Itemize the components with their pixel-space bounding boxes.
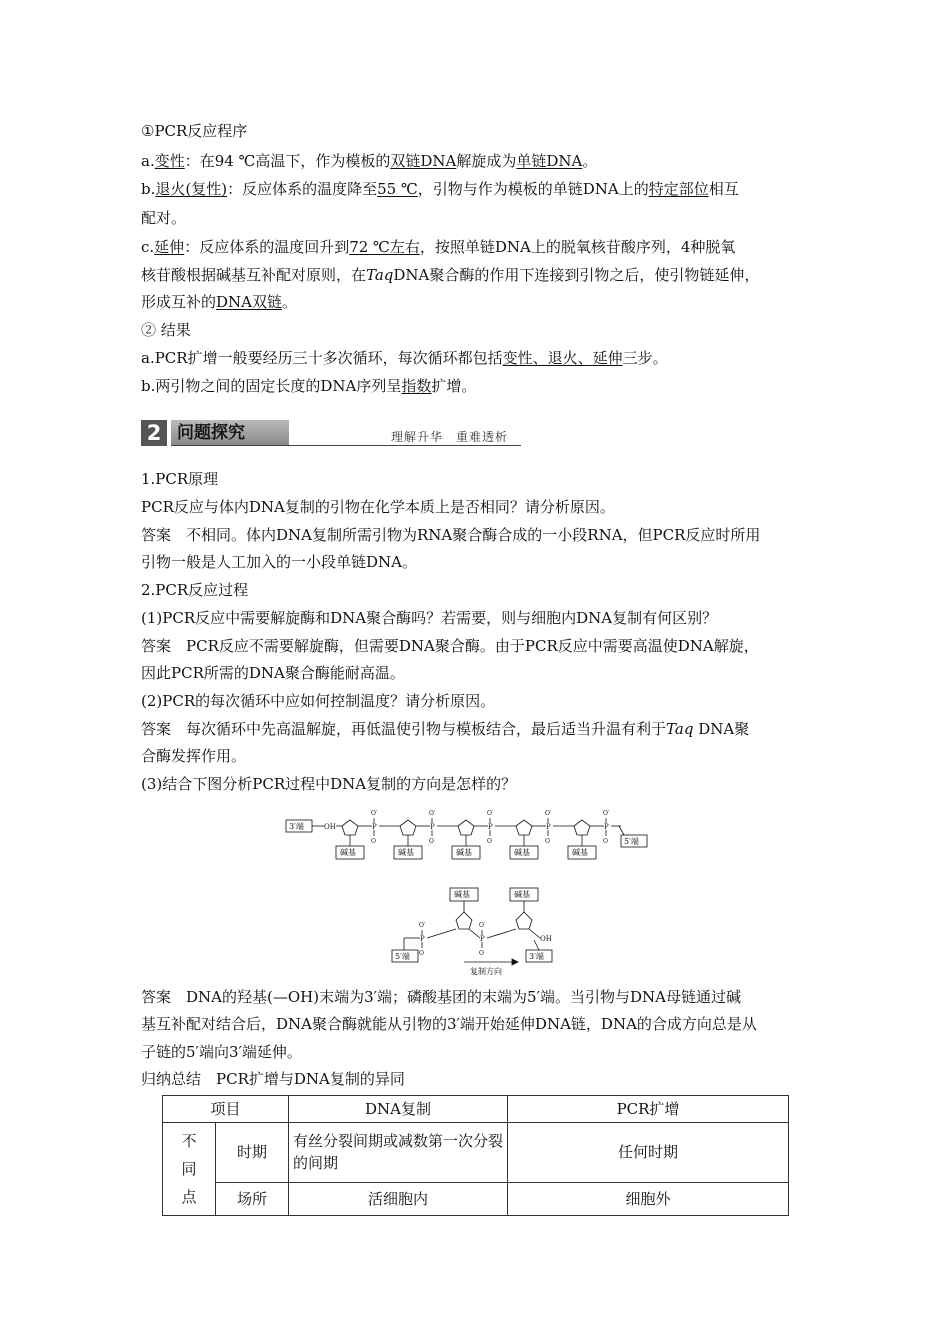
bottom-right-end-label: 3′端: [529, 952, 544, 961]
svg-text:P: P: [488, 823, 493, 831]
svg-text:O: O: [419, 950, 424, 957]
base-label: 碱基: [398, 848, 414, 857]
svg-text:O: O: [371, 838, 376, 845]
bottom-left-end-label: 5′端: [395, 952, 410, 961]
q2-sub1-question: (1)PCR反应中需要解旋酶和DNA聚合酶吗？若需要，则与细胞内DNA复制有何区别？: [141, 609, 718, 627]
svg-text:OH: OH: [324, 823, 336, 831]
svg-text:O: O: [479, 950, 484, 957]
table-header-cell: 项目: [163, 1096, 289, 1123]
svg-text:P: P: [420, 935, 425, 943]
base-label: 碱基: [572, 848, 588, 857]
step-c-extension: c.延伸：反应体系的温度回升到72 ℃左右，按照单链DNA上的脱氧核苷酸序列，4种脱氧: [141, 238, 736, 256]
banner-number: 2: [141, 420, 167, 446]
svg-text:P: P: [372, 823, 377, 831]
base-label: 碱基: [454, 890, 470, 899]
q2-sub2-answer-line2: 合酶发挥作用。: [141, 747, 247, 765]
step-b-annealing: b.退火(复性)：反应体系的温度降至55 ℃，引物与作为模板的单链DNA上的特定部位相互: [141, 180, 739, 198]
svg-text:O′: O′: [487, 810, 494, 817]
table-cell: 场所: [216, 1182, 289, 1215]
svg-text:P: P: [430, 823, 435, 831]
result-b: b.两引物之间的固定长度的DNA序列呈指数扩增。: [141, 377, 477, 395]
base-label: 碱基: [514, 890, 530, 899]
svg-text:O: O: [429, 838, 434, 845]
table-group-cell: 不同点: [163, 1123, 216, 1216]
q2-sub3-answer-line1: 答案 DNA的羟基(—OH)末端为3′端；磷酸基团的末端为5′端。当引物与DNA母链通过碱: [141, 988, 741, 1006]
comparison-table: [162, 1095, 789, 1216]
svg-text:O′: O′: [371, 810, 378, 817]
table-cell: 活细胞内: [289, 1182, 508, 1215]
top-left-end-label: 3′端: [289, 822, 304, 831]
q2-sub3-question: (3)结合下图分析PCR过程中DNA复制的方向是怎样的？: [141, 775, 517, 793]
step-c-extension-line3: 形成互补的DNA双链。: [141, 293, 298, 311]
banner-title: 问题探究: [171, 420, 289, 446]
q2-sub3-answer-line3: 子链的5′端向3′端延伸。: [141, 1043, 302, 1061]
q2-sub1-answer-line1: 答案 PCR反应不需要解旋酶，但需要DNA聚合酶。由于PCR反应中需要高温使DNA解旋，: [141, 637, 759, 655]
base-label: 碱基: [340, 848, 356, 857]
banner-rule: [171, 445, 521, 446]
banner-subtitle: 理解升华 重难透析: [391, 430, 509, 444]
svg-text:OH: OH: [540, 935, 552, 943]
q1-answer-line1: 答案 不相同。体内DNA复制所需引物为RNA聚合酶合成的一小段RNA，但PCR反应时所用: [141, 526, 761, 544]
svg-text:O: O: [603, 838, 608, 845]
section-banner: [141, 420, 521, 448]
dna-strand-diagram: [284, 802, 664, 982]
q1-question: PCR反应与体内DNA复制的引物在化学本质上是否相同？请分析原因。: [141, 498, 615, 516]
svg-text:P: P: [480, 935, 485, 943]
table-cell: 任何时期: [508, 1123, 789, 1183]
svg-text:O′: O′: [479, 922, 486, 929]
svg-text:O′: O′: [603, 810, 610, 817]
svg-text:O′: O′: [429, 810, 436, 817]
bottom-strand-nucleotides: [404, 888, 552, 957]
direction-arrowhead: [512, 959, 518, 965]
svg-text:O′: O′: [419, 922, 426, 929]
svg-text:O: O: [545, 838, 550, 845]
table-row: [163, 1182, 789, 1215]
q1-answer-line2: 引物一般是人工加入的一小段单链DNA。: [141, 553, 417, 571]
table-cell: 有丝分裂间期或减数第一次分裂的间期: [289, 1123, 508, 1183]
q2-sub1-answer-line2: 因此PCR所需的DNA聚合酶能耐高温。: [141, 664, 405, 682]
svg-text:P: P: [546, 823, 551, 831]
result-heading: ② 结果: [141, 321, 191, 339]
result-a: a.PCR扩增一般要经历三十多次循环，每次循环都包括变性、退火、延伸三步。: [141, 349, 668, 367]
direction-label: 复制方向: [470, 967, 502, 976]
q1-heading: 1.PCR原理: [141, 470, 219, 488]
q2-sub2-answer-line1: 答案 每次循环中先高温解旋，再低温使引物与模板结合，最后适当升温有利于Taq DNA聚: [141, 720, 750, 738]
table-row: [163, 1123, 789, 1183]
base-label: 碱基: [514, 848, 530, 857]
top-right-end-label: 5′端: [624, 837, 639, 846]
q2-sub2-question: (2)PCR的每次循环中应如何控制温度？请分析原因。: [141, 692, 496, 710]
table-header-cell: PCR扩增: [508, 1096, 789, 1123]
summary-heading: 归纳总结 PCR扩增与DNA复制的异同: [141, 1070, 405, 1088]
q2-sub3-answer-line2: 基互补配对结合后，DNA聚合酶就能从引物的3′端开始延伸DNA链，DNA的合成方向总是从: [141, 1015, 757, 1033]
table-header-row: [163, 1096, 789, 1123]
table-cell: 时期: [216, 1123, 289, 1183]
table-header-cell: DNA复制: [289, 1096, 508, 1123]
q2-heading: 2.PCR反应过程: [141, 581, 249, 599]
step-b-annealing-cont: 配对。: [141, 209, 187, 227]
top-strand-nucleotides: [336, 810, 621, 859]
svg-text:O′: O′: [545, 810, 552, 817]
table-cell: 细胞外: [508, 1182, 789, 1215]
step-c-extension-line2: 核苷酸根据碱基互补配对原则，在TaqDNA聚合酶的作用下连接到引物之后，使引物链延伸，: [141, 266, 760, 284]
svg-text:O: O: [487, 838, 492, 845]
step-a-denaturation: a.变性：在94 ℃高温下，作为模板的双链DNA解旋成为单链DNA。: [141, 152, 598, 170]
base-label: 碱基: [456, 848, 472, 857]
svg-text:P: P: [604, 823, 609, 831]
section-heading-pcr-procedure: ①PCR反应程序: [141, 122, 248, 140]
